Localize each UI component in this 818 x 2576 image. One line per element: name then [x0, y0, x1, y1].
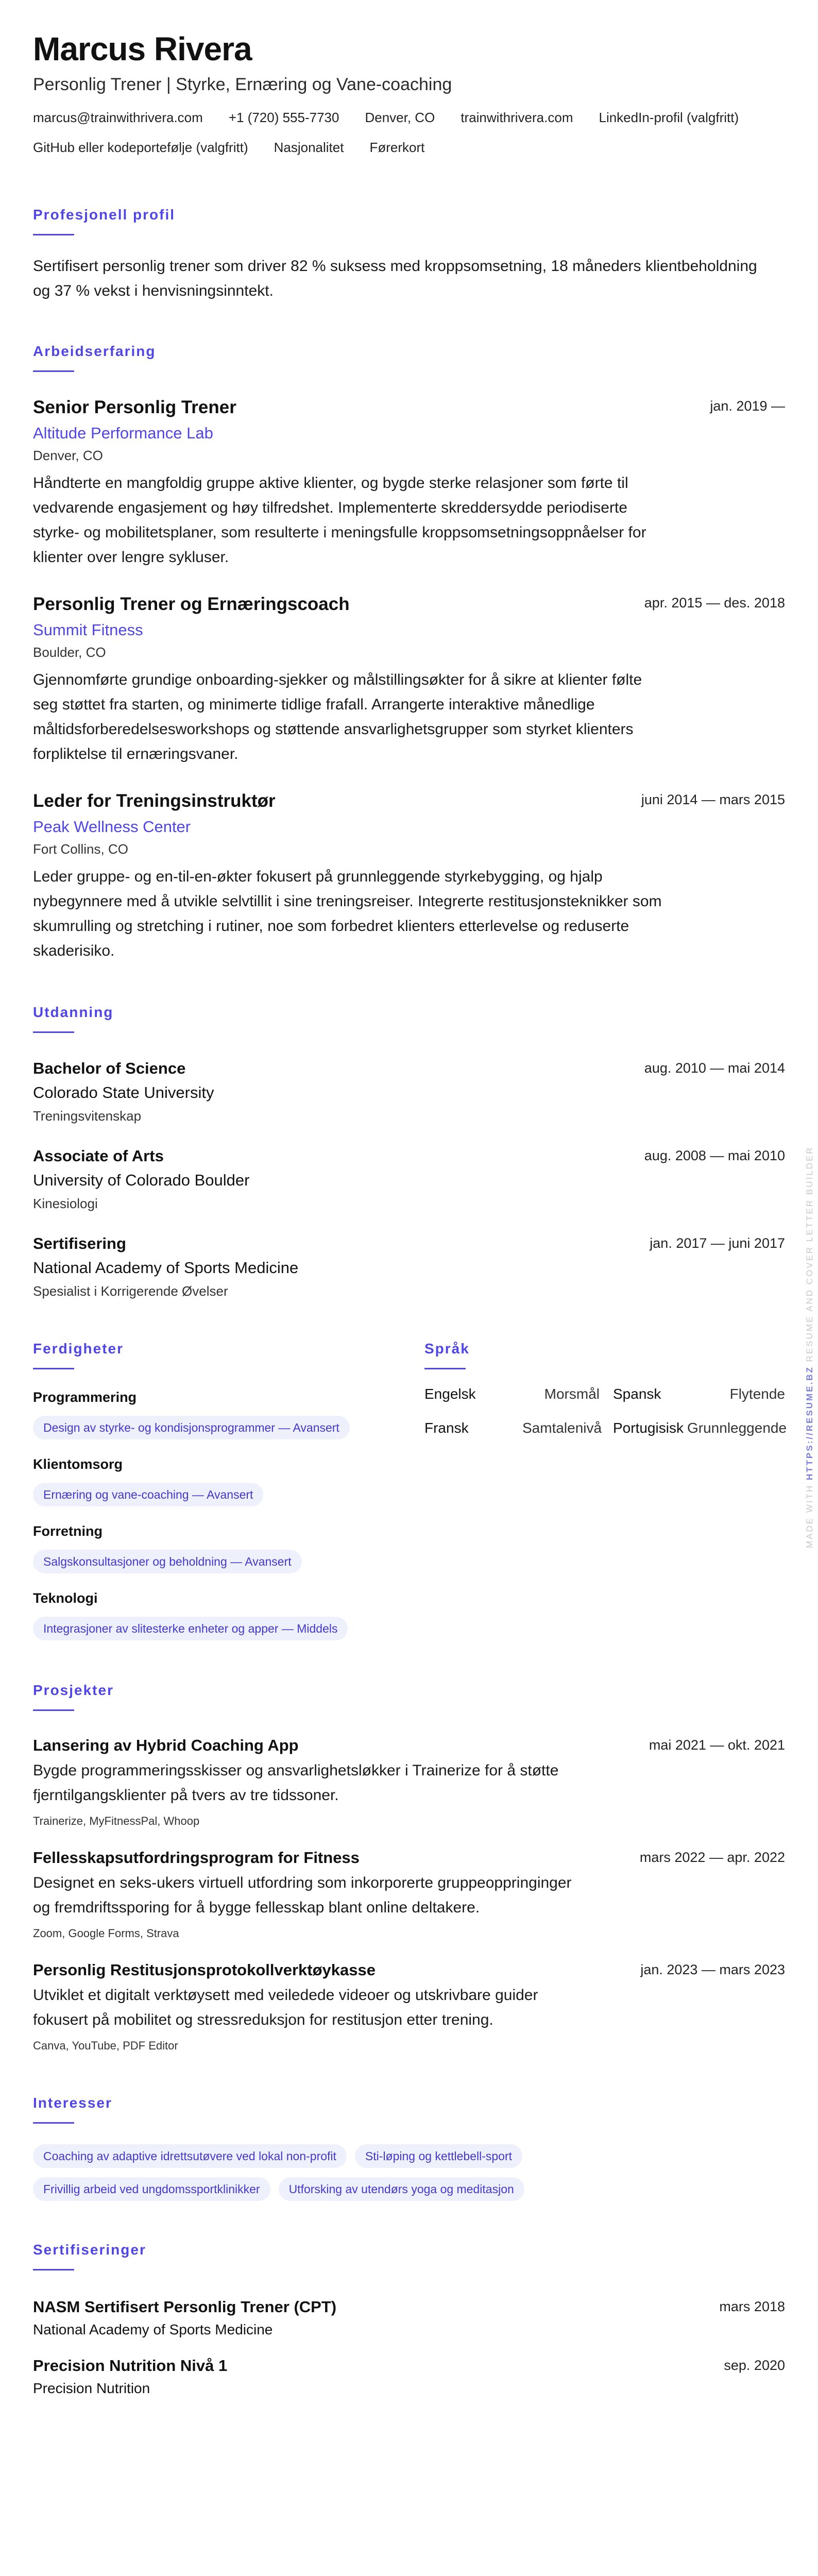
education-date: aug. 2010 — mai 2014 — [644, 1060, 785, 1076]
resume-page — [33, 29, 785, 2398]
project-date: mai 2021 — okt. 2021 — [649, 1737, 785, 1753]
job-title: Personlig Trener og Ernæringscoach — [33, 594, 350, 614]
education-date: aug. 2008 — mai 2010 — [644, 1148, 785, 1163]
certification-date: mars 2018 — [719, 2299, 785, 2314]
profile-summary: Sertifisert personlig trener som driver 82 % suksess med kroppsomsetning, 18 måneders klientbeholdning og 37 % vekst i henvisningsinntekt. — [33, 258, 757, 299]
project-description: Designet en seks-ukers virtuell utfordring som inkorporerte gruppeoppringinger og fremdriftssporing for å bygge fellesskap blant online deltakere. — [33, 1874, 572, 1916]
project-title: Fellesskapsutfordringsprogram for Fitness — [33, 1849, 360, 1867]
section-divider — [33, 234, 74, 235]
certification-name: NASM Sertifisert Personlig Trener (CPT) — [33, 2298, 337, 2316]
credit-suffix: RESUME AND COVER LETTER BUILDER — [805, 1146, 814, 1366]
language-name: Spansk — [613, 1386, 661, 1402]
section-divider — [33, 1031, 74, 1033]
section-divider — [33, 1709, 74, 1711]
certifications-section — [33, 2241, 785, 2398]
section-title-education: Utdanning — [33, 1004, 114, 1020]
section-title-languages: Språk — [424, 1341, 470, 1357]
job-date: jan. 2019 — — [710, 398, 785, 414]
skill-category: Programmering — [33, 1389, 137, 1405]
language-name: Fransk — [424, 1420, 469, 1436]
skill-group — [33, 1589, 424, 1640]
candidate-headline: Personlig Trener | Styrke, Ernæring og Vane-coaching — [33, 75, 452, 94]
job-company: Peak Wellness Center — [33, 818, 191, 836]
skill-chip: Integrasjoner av slitesterke enheter og apper — Middels — [33, 1617, 348, 1640]
interest-list — [33, 2135, 651, 2201]
section-title-skills: Ferdigheter — [33, 1341, 124, 1357]
contact-nationality: Nasjonalitet — [274, 140, 344, 155]
contact-phone[interactable]: +1 (720) 555-7730 — [228, 110, 339, 125]
certification-date: sep. 2020 — [724, 2358, 785, 2373]
language-level: Grunnleggende — [687, 1420, 787, 1436]
interest-chip: Utforsking av utendørs yoga og meditasjon — [279, 2177, 524, 2201]
project-description: Bygde programmeringsskisser og ansvarlighetsløkker i Trainerize for å støtte fjerntilgangsklienter på tvers av tre tidssoner. — [33, 1762, 559, 1804]
section-title-experience: Arbeidserfaring — [33, 343, 156, 359]
job-entry — [33, 592, 785, 767]
education-entry — [33, 1233, 785, 1301]
job-location: Boulder, CO — [33, 645, 106, 660]
language-level: Morsmål — [544, 1386, 600, 1402]
skill-chip: Salgskonsultasjoner og beholdning — Avansert — [33, 1550, 302, 1573]
language-list — [424, 1385, 785, 1437]
project-title: Personlig Restitusjonsprotokollverktøykasse — [33, 1961, 376, 1979]
interest-chip: Sti-løping og kettlebell-sport — [355, 2144, 522, 2168]
project-entry — [33, 1959, 785, 2054]
credit-prefix: MADE WITH — [805, 1480, 814, 1548]
education-date: jan. 2017 — juni 2017 — [650, 1235, 785, 1251]
job-location: Denver, CO — [33, 448, 103, 463]
section-title-profile: Profesjonell profil — [33, 207, 176, 223]
contact-github[interactable]: GitHub eller kodeportefølje (valgfritt) — [33, 140, 248, 155]
section-divider — [424, 1368, 466, 1369]
header — [33, 29, 785, 156]
skill-category: Forretning — [33, 1523, 103, 1539]
project-date: mars 2022 — apr. 2022 — [639, 1850, 785, 1865]
experience-section — [33, 343, 785, 963]
contact-license: Førerkort — [369, 140, 425, 155]
education-entry — [33, 1058, 785, 1126]
languages-section — [424, 1340, 785, 1656]
certification-entry — [33, 2355, 785, 2398]
language-level: Samtalenivå — [522, 1420, 602, 1436]
project-tools: Canva, YouTube, PDF Editor — [33, 2039, 178, 2052]
section-title-interests: Interesser — [33, 2095, 112, 2111]
certification-entry — [33, 2296, 785, 2340]
education-entry — [33, 1145, 785, 1213]
contact-linkedin[interactable]: LinkedIn-profil (valgfritt) — [599, 110, 739, 125]
education-degree: Sertifisering — [33, 1234, 126, 1252]
skills-section — [33, 1340, 424, 1656]
project-date: jan. 2023 — mars 2023 — [640, 1962, 785, 1977]
interest-chip: Frivillig arbeid ved ungdomssportklinikker — [33, 2177, 270, 2201]
section-title-certifications: Sertifiseringer — [33, 2242, 146, 2258]
certification-issuer: National Academy of Sports Medicine — [33, 2321, 273, 2337]
project-description: Utviklet et digitalt verktøysett med veiledede videoer og utskrivbare guider fokusert på mobilitet og stressreduksjon for restitusjon etter trening. — [33, 1987, 538, 2028]
education-degree: Associate of Arts — [33, 1147, 164, 1165]
job-title: Leder for Treningsinstruktør — [33, 791, 276, 811]
job-date: apr. 2015 — des. 2018 — [644, 595, 785, 611]
contact-info — [33, 109, 785, 156]
job-entry — [33, 396, 785, 570]
education-degree: Bachelor of Science — [33, 1059, 186, 1077]
section-divider — [33, 2269, 74, 2270]
project-tools: Zoom, Google Forms, Strava — [33, 1927, 179, 1940]
section-title-projects: Prosjekter — [33, 1682, 114, 1698]
job-description: Håndterte en mangfoldig gruppe aktive klienter, og bygde sterke relasjoner som førte til vedvarende engasjement og høy tilfredshet. Implementerte skreddersydde periodiserte styrke- og mobilitetsplaner, som resulterte i meningsfulle kroppsomsetningsoppnåelser for klienter over lengre sykluser. — [33, 474, 646, 566]
job-description: Gjennomførte grundige onboarding-sjekker og målstillingsøkter for å sikre at klienter følte seg støttet fra starten, og minimerte tidlige frafall. Arrangerte interaktive månedlige måltidsforberedelsesworkshops og støttende ansvarlighetsgrupper som styrket klienters forpliktelse til ernæringsvaner. — [33, 671, 642, 762]
job-entry — [33, 789, 785, 963]
project-title: Lansering av Hybrid Coaching App — [33, 1736, 299, 1754]
skill-category: Teknologi — [33, 1590, 98, 1606]
language-level: Flytende — [729, 1386, 785, 1402]
profile-section — [33, 206, 785, 303]
contact-website[interactable]: trainwithrivera.com — [461, 110, 573, 125]
language-name: Portugisisk — [613, 1420, 684, 1436]
project-tools: Trainerize, MyFitnessPal, Whoop — [33, 1815, 200, 1827]
skill-chip: Ernæring og vane-coaching — Avansert — [33, 1483, 263, 1506]
job-date: juni 2014 — mars 2015 — [641, 792, 785, 807]
skill-chip: Design av styrke- og kondisjonsprogrammer — Avansert — [33, 1416, 350, 1439]
project-entry — [33, 1847, 785, 1942]
education-field: Kinesiologi — [33, 1196, 98, 1211]
education-school: University of Colorado Boulder — [33, 1171, 250, 1189]
skill-group — [33, 1522, 424, 1573]
job-description: Leder gruppe- og en-til-en-økter fokusert på grunnleggende styrkebygging, og hjalp nybegynnere med å utvikle selvtillit i sine treningsreiser. Integrerte restitusjonsteknikker som skumrulling og stretching i rutiner, noe som forbedret klienters etterlevelse og reduserte skaderisiko. — [33, 868, 662, 959]
contact-location: Denver, CO — [365, 110, 435, 125]
job-title: Senior Personlig Trener — [33, 397, 236, 417]
language-name: Engelsk — [424, 1386, 476, 1402]
job-company: Altitude Performance Lab — [33, 424, 213, 442]
credit-link[interactable]: HTTPS://RESUME.BZ — [805, 1366, 814, 1480]
education-field: Treningsvitenskap — [33, 1108, 142, 1124]
section-divider — [33, 2122, 74, 2124]
projects-section — [33, 1682, 785, 2054]
education-school: Colorado State University — [33, 1083, 214, 1101]
certification-name: Precision Nutrition Nivå 1 — [33, 2357, 228, 2375]
interest-chip: Coaching av adaptive idrettsutøvere ved lokal non-profit — [33, 2144, 347, 2168]
job-location: Fort Collins, CO — [33, 841, 128, 857]
certification-issuer: Precision Nutrition — [33, 2380, 150, 2396]
project-entry — [33, 1735, 785, 1829]
education-school: National Academy of Sports Medicine — [33, 1259, 299, 1277]
contact-email[interactable]: marcus@trainwithrivera.com — [33, 110, 203, 125]
skills-languages-row — [33, 1340, 785, 1656]
section-divider — [33, 1368, 74, 1369]
section-divider — [33, 370, 74, 372]
skill-category: Klientomsorg — [33, 1456, 123, 1472]
job-company: Summit Fitness — [33, 621, 143, 639]
education-field: Spesialist i Korrigerende Øvelser — [33, 1283, 228, 1299]
skill-group — [33, 1388, 424, 1439]
education-section — [33, 1004, 785, 1301]
interests-section — [33, 2094, 785, 2201]
builder-credit — [804, 1115, 816, 1548]
candidate-name: Marcus Rivera — [33, 30, 252, 67]
skill-group — [33, 1455, 424, 1506]
